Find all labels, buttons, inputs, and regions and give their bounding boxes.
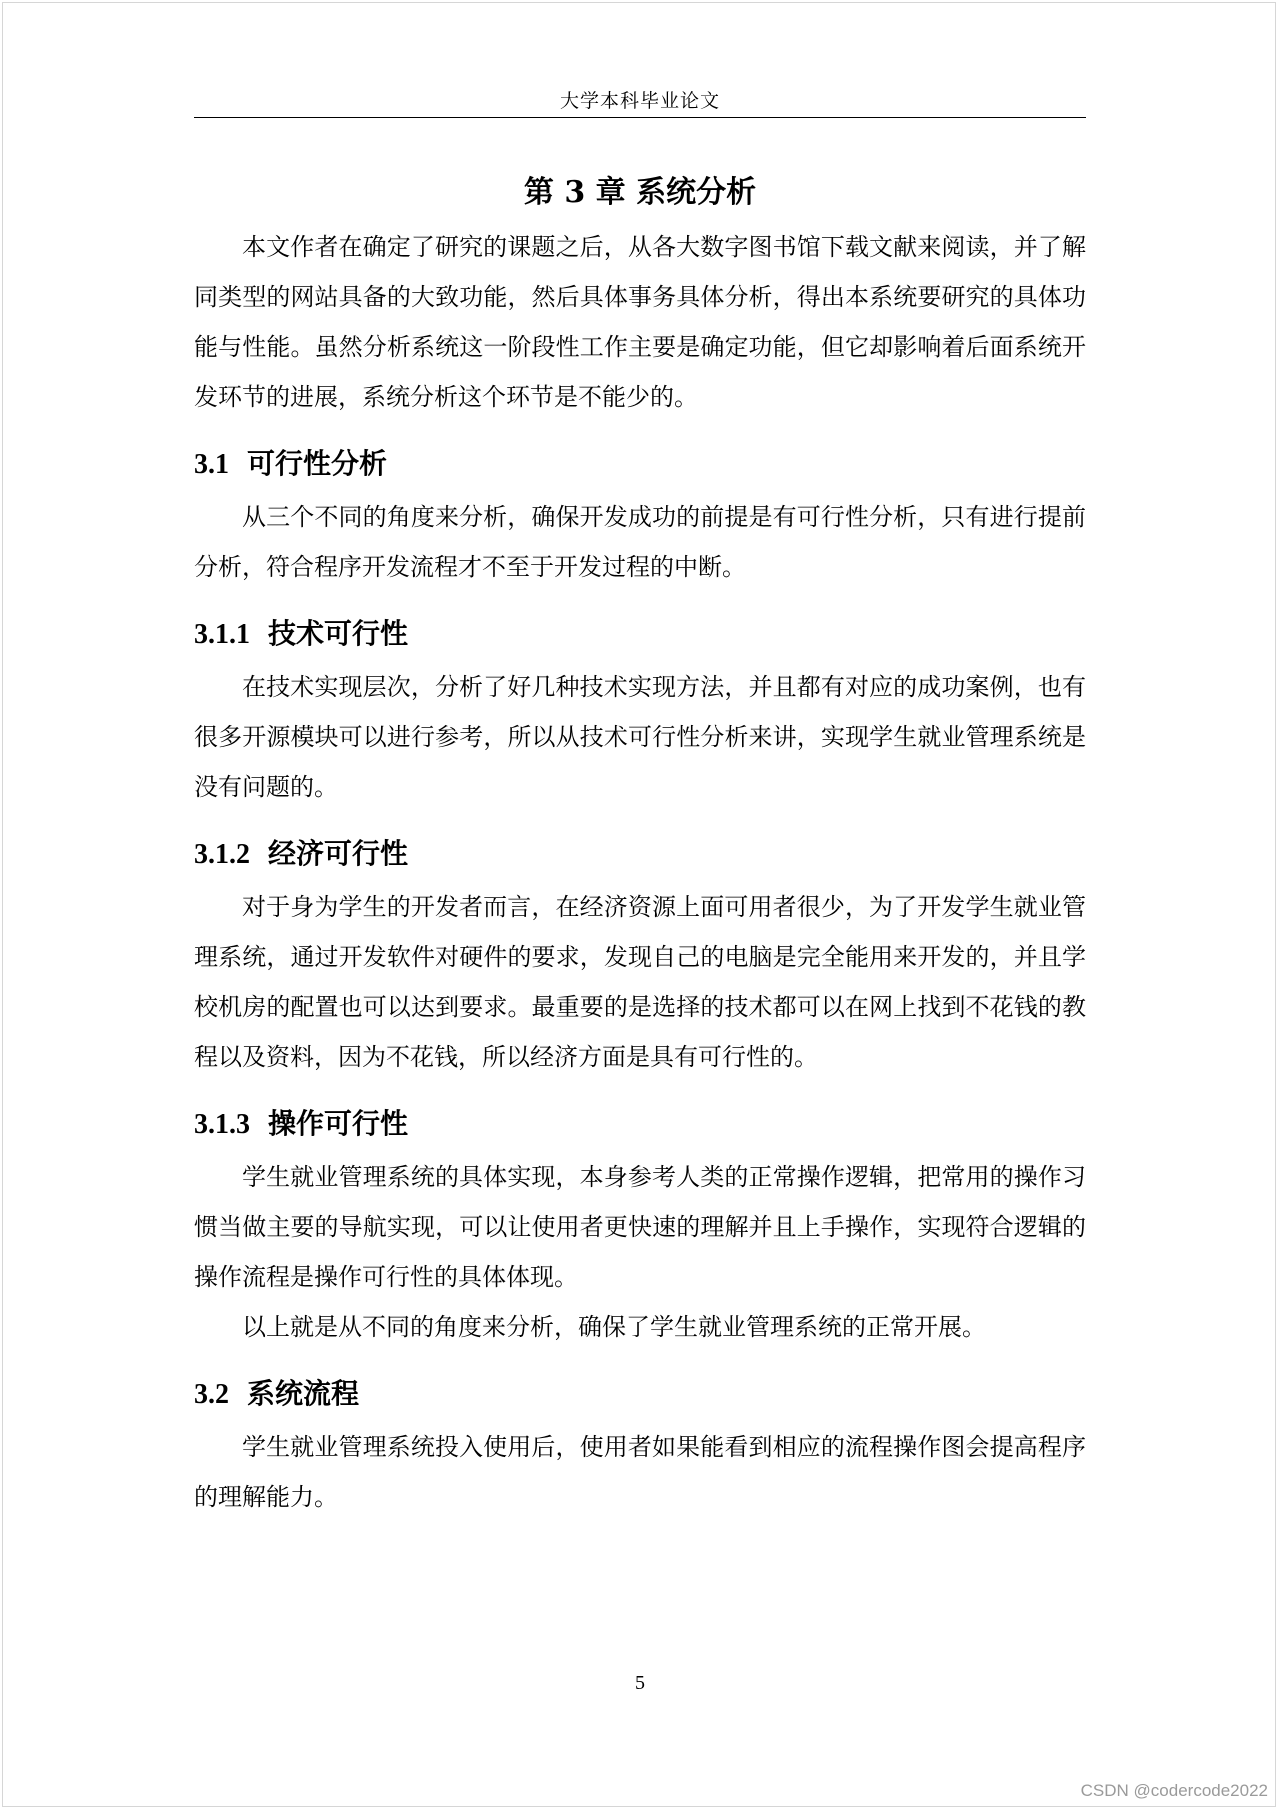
section-title: 操作可行性	[268, 1107, 409, 1140]
section-title: 可行性分析	[247, 447, 388, 480]
watermark: CSDN @codercode2022	[1080, 1781, 1268, 1800]
section-number: 3.1.1	[194, 619, 250, 650]
page-number: 5	[635, 1672, 645, 1694]
section-heading-3-1-3	[194, 1096, 1086, 1152]
section-3-1-3-paragraph: 学生就业管理系统的具体实现，本身参考人类的正常操作逻辑，把常用的操作习惯当做主要的导航实现，可以让使用者更快速的理解并且上手操作，实现符合逻辑的操作流程是操作可行性的具体体现。	[194, 1163, 1086, 1291]
section-3-2-paragraph: 学生就业管理系统投入使用后，使用者如果能看到相应的流程操作图会提高程序的理解能力。	[194, 1433, 1086, 1511]
chapter-title: 第 3 章 系统分析	[523, 175, 757, 210]
section-heading-3-1-2	[194, 826, 1086, 882]
section-heading-3-2	[194, 1366, 1086, 1422]
section-heading-3-1-1	[194, 606, 1086, 662]
section-title: 经济可行性	[268, 837, 409, 870]
section-heading-3-1	[194, 436, 1086, 492]
header-rule	[194, 117, 1086, 118]
section-title: 技术可行性	[268, 617, 409, 650]
section-3-1-paragraph: 从三个不同的角度来分析，确保开发成功的前提是有可行性分析，只有进行提前分析，符合程序开发流程才不至于开发过程的中断。	[194, 503, 1086, 581]
section-number: 3.2	[194, 1379, 229, 1410]
section-3-1-2-paragraph: 对于身为学生的开发者而言，在经济资源上面可用者很少，为了开发学生就业管理系统，通过开发软件对硬件的要求，发现自己的电脑是完全能用来开发的，并且学校机房的配置也可以达到要求。最重要的是选择的技术都可以在网上找到不花钱的教程以及资料，因为不花钱，所以经济方面是具有可行性的。	[194, 893, 1086, 1071]
intro-paragraph: 本文作者在确定了研究的课题之后，从各大数字图书馆下载文献来阅读，并了解同类型的网站具备的大致功能，然后具体事务具体分析，得出本系统要研究的具体功能与性能。虽然分析系统这一阶段性工作主要是确定功能，但它却影响着后面系统开发环节的进展，系统分析这个环节是不能少的。	[194, 233, 1086, 411]
section-number: 3.1.3	[194, 1109, 250, 1140]
section-title: 系统流程	[247, 1377, 360, 1410]
running-header: 大学本科毕业论文	[559, 90, 720, 112]
section-3-1-3-summary: 以上就是从不同的角度来分析，确保了学生就业管理系统的正常开展。	[242, 1313, 986, 1341]
section-number: 3.1.2	[194, 839, 250, 870]
section-number: 3.1	[194, 449, 229, 480]
document-body	[194, 164, 1086, 1522]
section-3-1-1-paragraph: 在技术实现层次，分析了好几种技术实现方法，并且都有对应的成功案例，也有很多开源模块可以进行参考，所以从技术可行性分析来讲，实现学生就业管理系统是没有问题的。	[194, 673, 1086, 801]
